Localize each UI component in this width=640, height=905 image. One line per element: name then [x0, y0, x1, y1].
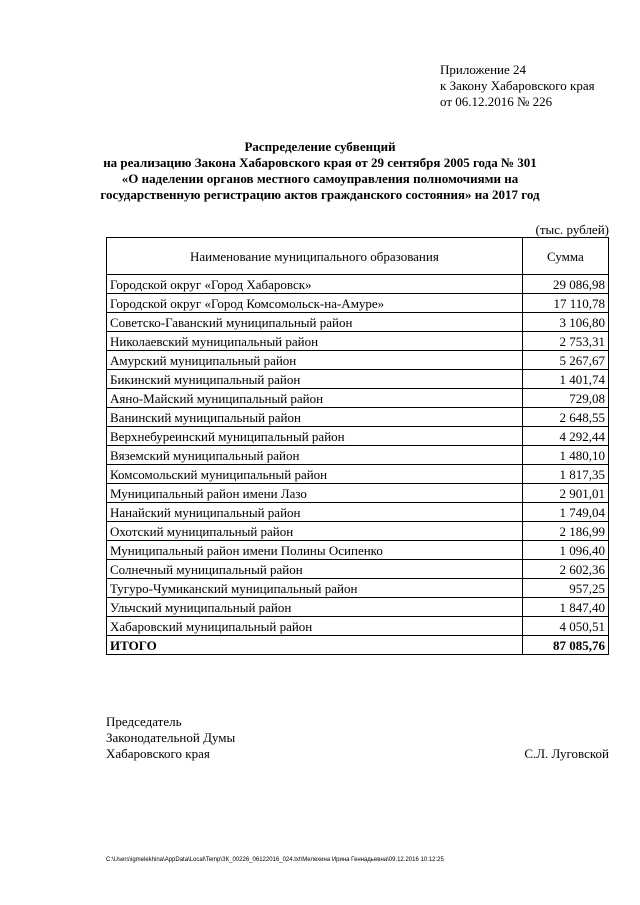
- amount: 2 186,99: [522, 522, 608, 541]
- table-row: [107, 294, 609, 313]
- municipality-name: Вяземский муниципальный район: [107, 446, 523, 465]
- header-sum-cell: Сумма: [522, 238, 608, 275]
- municipality-name: Солнечный муниципальный район: [107, 560, 523, 579]
- table-row: [107, 503, 609, 522]
- amount: 3 106,80: [522, 313, 608, 332]
- amount: 1 401,74: [522, 370, 608, 389]
- amount: 2 602,36: [522, 560, 608, 579]
- total-row: [107, 636, 609, 655]
- municipality-name: Городской округ «Город Комсомольск-на-Амуре»: [107, 294, 523, 313]
- amount: 2 648,55: [522, 408, 608, 427]
- amount: 1 817,35: [522, 465, 608, 484]
- municipality-name: Ульчский муниципальный район: [107, 598, 523, 617]
- amount: 4 292,44: [522, 427, 608, 446]
- table-row: [107, 598, 609, 617]
- municipality-name: Муниципальный район имени Полины Осипенко: [107, 541, 523, 560]
- amount: 17 110,78: [522, 294, 608, 313]
- municipality-name: Хабаровский муниципальный район: [107, 617, 523, 636]
- table-row: [107, 617, 609, 636]
- appendix-law-ref: к Закону Хабаровского края: [440, 78, 595, 93]
- amount: 729,08: [522, 389, 608, 408]
- header-name-cell: Наименование муниципального образования: [107, 238, 523, 275]
- document-title: [100, 139, 540, 203]
- signer-position-line-3: Хабаровского края: [106, 746, 210, 761]
- table-row: [107, 408, 609, 427]
- signer-position-line-2: Законодательной Думы: [106, 730, 236, 745]
- amount: 957,25: [522, 579, 608, 598]
- table-row: [107, 579, 609, 598]
- amount: 1 847,40: [522, 598, 608, 617]
- signer-name: С.Л. Луговской: [524, 746, 609, 761]
- amount: 1 749,04: [522, 503, 608, 522]
- table-row: [107, 522, 609, 541]
- file-path-footer: C:\Users\igmelekhina\AppData\Local\Temp\ЗК_00226_06122016_024.txt\Мелехина Ирина Геннадьевна\09.12.2016 10:12:25: [106, 857, 444, 863]
- table-row: [107, 351, 609, 370]
- appendix-date: от 06.12.2016 № 226: [440, 94, 553, 109]
- municipality-name: Советско-Гаванский муниципальный район: [107, 313, 523, 332]
- table-body: [107, 275, 609, 655]
- amount: 2 901,01: [522, 484, 608, 503]
- municipality-name: Муниципальный район имени Лазо: [107, 484, 523, 503]
- municipality-name: Городской округ «Город Хабаровск»: [107, 275, 523, 294]
- table-row: [107, 370, 609, 389]
- title-line-1: Распределение субвенций: [244, 139, 396, 154]
- table-row: [107, 389, 609, 408]
- municipality-name: Охотский муниципальный район: [107, 522, 523, 541]
- total-amount: 87 085,76: [522, 636, 608, 655]
- municipality-name: Николаевский муниципальный район: [107, 332, 523, 351]
- table-row: [107, 560, 609, 579]
- table-row: [107, 332, 609, 351]
- amount: 29 086,98: [522, 275, 608, 294]
- signer-position: [106, 714, 235, 762]
- appendix-number: Приложение 24: [440, 62, 527, 77]
- signer-position-line-1: Председатель: [106, 714, 182, 729]
- municipality-name: Комсомольский муниципальный район: [107, 465, 523, 484]
- amount: 5 267,67: [522, 351, 608, 370]
- table-row: [107, 427, 609, 446]
- total-label: ИТОГО: [107, 636, 523, 655]
- amount: 1 096,40: [522, 541, 608, 560]
- table-row: [107, 541, 609, 560]
- municipality-name: Бикинский муниципальный район: [107, 370, 523, 389]
- table-row: [107, 313, 609, 332]
- municipality-name: Нанайский муниципальный район: [107, 503, 523, 522]
- municipality-name: Ванинский муниципальный район: [107, 408, 523, 427]
- table-row: [107, 446, 609, 465]
- title-line-4: государственную регистрацию актов гражданского состояния» на 2017 год: [100, 187, 540, 202]
- appendix-header: [440, 62, 595, 110]
- municipality-name: Амурский муниципальный район: [107, 351, 523, 370]
- units-label: (тыс. рублей): [535, 222, 609, 237]
- municipality-name: Аяно-Майский муниципальный район: [107, 389, 523, 408]
- table-row: [107, 465, 609, 484]
- municipality-name: Верхнебуреинский муниципальный район: [107, 427, 523, 446]
- amount: 1 480,10: [522, 446, 608, 465]
- title-line-3: «О наделении органов местного самоуправления полномочиями на: [121, 171, 519, 186]
- table-header-row: [107, 238, 609, 275]
- table-row: [107, 484, 609, 503]
- amount: 2 753,31: [522, 332, 608, 351]
- amount: 4 050,51: [522, 617, 608, 636]
- municipality-name: Тугуро-Чумиканский муниципальный район: [107, 579, 523, 598]
- distribution-table: [106, 237, 609, 655]
- title-line-2: на реализацию Закона Хабаровского края от 29 сентября 2005 года № 301: [103, 155, 537, 170]
- table-row: [107, 275, 609, 294]
